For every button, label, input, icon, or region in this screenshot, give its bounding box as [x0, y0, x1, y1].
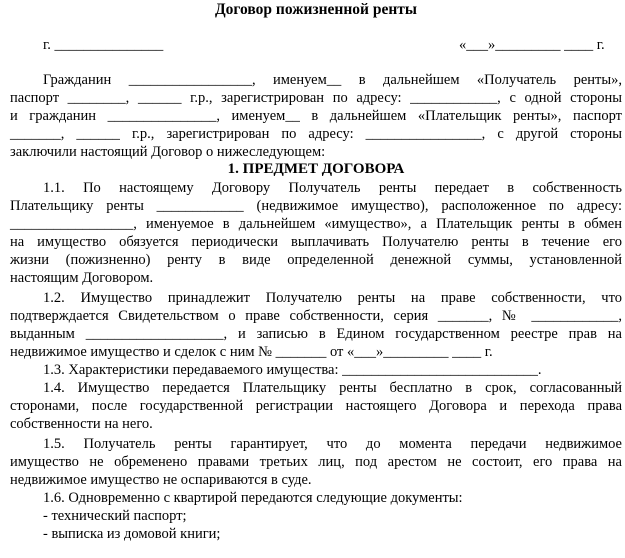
- clause-line: 1.5. Получатель ренты гарантирует, что до момента передачи недвижимое: [43, 436, 622, 452]
- place-line: г. _______________: [43, 37, 164, 53]
- clause-line: недвижимое имущество не оспариваются в суде.: [10, 472, 312, 488]
- paragraph-line: паспорт ________, ______ г.р., зарегистрирован по адресу: ____________, с одной стороны: [10, 90, 622, 106]
- clause-line: на имущество обязуется периодически выплачивать Получателю ренты в течение его: [10, 234, 622, 250]
- clause-line: сторонами, после государственной регистрации настоящего Договора и перехода права: [10, 398, 622, 414]
- clause-line: собственности на него.: [10, 416, 153, 432]
- paragraph-line: заключили настоящий Договор о нижеследующем:: [10, 144, 326, 160]
- paragraph-line: Гражданин _________________, именуем__ в дальнейшем «Получатель ренты»,: [43, 72, 622, 88]
- clause-line: 1.2. Имущество принадлежит Получателю ренты на праве собственности, что: [43, 290, 622, 306]
- date-line: «___»_________ ____ г.: [459, 37, 605, 53]
- clause-line: 1.1. По настоящему Договору Получатель ренты передает в собственность: [43, 180, 622, 196]
- clause-line: 1.4. Имущество передается Плательщику ренты бесплатно в срок, согласованный: [43, 380, 622, 396]
- document-title: Договор пожизненной ренты: [214, 1, 417, 18]
- list-item: - выписка из домовой книги;: [43, 526, 221, 542]
- clause-line: _________________, именуемое в дальнейшем «имущество», а Плательщик ренты в обмен: [10, 216, 622, 232]
- clause-line: настоящим Договором.: [10, 270, 154, 286]
- clause-line: жизни (пожизненно) ренту в виде определенной денежной суммы, установленной: [10, 252, 622, 268]
- paragraph-line: _______, ______ г.р., зарегистрирован по адресу: ________________, с другой стороны: [10, 126, 622, 142]
- clause-line: 1.6. Одновременно с квартирой передаются следующие документы:: [43, 490, 463, 506]
- clause-line: 1.3. Характеристики передаваемого имущества: ___________________________.: [43, 362, 542, 378]
- clause-line: Плательщику ренты ____________ (недвижимое имущество), расположенное по адресу:: [10, 198, 622, 214]
- clause-line: недвижимое имущество и сделок с ним № _______ от «___»_________ ____ г.: [10, 344, 493, 360]
- clause-line: подтверждается Свидетельством о праве собственности, серия _______, № ____________,: [10, 308, 622, 324]
- list-item: - технический паспорт;: [43, 508, 187, 524]
- section-heading: 1. ПРЕДМЕТ ДОГОВОРА: [227, 161, 405, 177]
- clause-line: выданным ___________________, и записью в Едином государственном реестре прав на: [10, 326, 622, 342]
- clause-line: имущество не обременено правами третьих лиц, под арестом не состоит, его права на: [10, 454, 622, 470]
- paragraph-line: и гражданин _______________, именуем__ в дальнейшем «Плательщик ренты», паспорт: [10, 108, 622, 124]
